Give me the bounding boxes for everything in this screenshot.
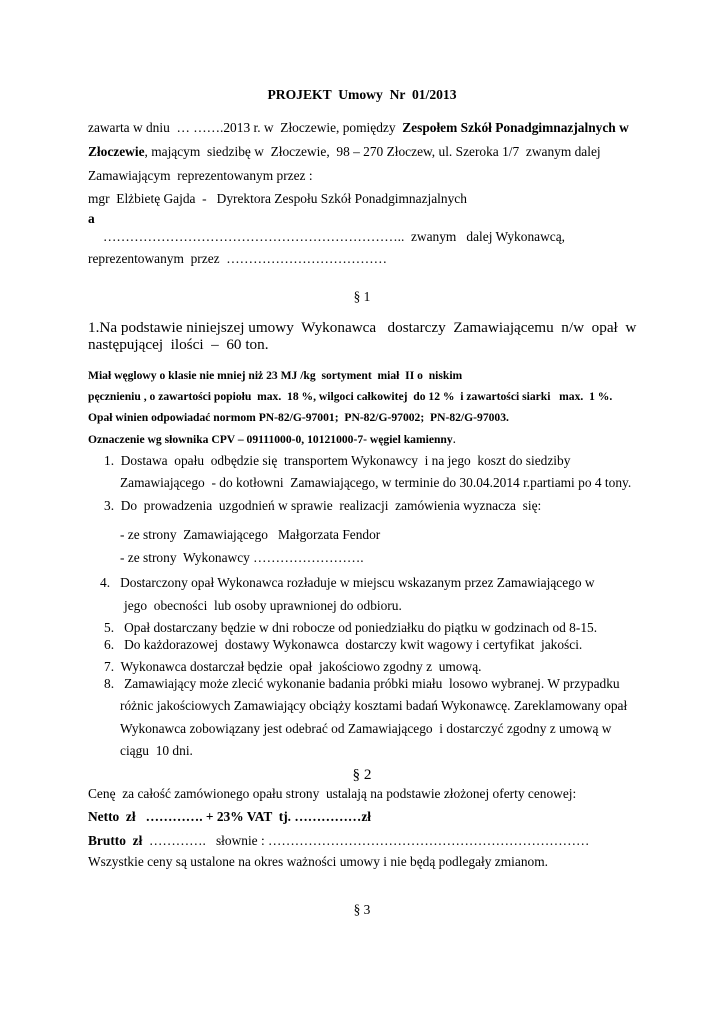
netto-line: Netto zł …………. + 23% VAT tj. ……………zł [88, 809, 371, 824]
brutto-label: Brutto zł [88, 833, 143, 848]
section-3-header: § 3 [353, 902, 371, 917]
cpv-period: . [452, 431, 457, 446]
item-8-line-4: ciągu 10 dni. [120, 743, 193, 758]
intro-line-1 [88, 120, 629, 136]
item-6: 6. Do każdorazowej dostawy Wykonawca dostarczy kwit wagowy i certyfikat jakości. [104, 637, 583, 652]
brutto-value: …………. słownie : ……………………………………………………………… [142, 833, 590, 848]
town-name: Złoczewie [88, 144, 145, 159]
s1-paragraph-line-2: następującej ilości – 60 ton. [88, 336, 269, 353]
item-3: 3. Do prowadzenia uzgodnień w sprawie realizacji zamówienia wyznacza się: [104, 498, 542, 513]
item-3-contact-b: - ze strony Wykonawcy ……………………. [120, 550, 364, 565]
intro-line-7: reprezentowanym przez ……………………………… [88, 251, 387, 266]
spec-line-4 [88, 431, 456, 448]
item-5: 5. Opał dostarczany będzie w dni robocze od poniedziałku do piątku w godzinach od 8-15. [104, 620, 598, 635]
spec-line-3: Opał winien odpowiadać normom PN-82/G-97001; PN-82/G-97002; PN-82/G-97003. [88, 411, 509, 424]
item-4-line-1: 4. Dostarczony opał Wykonawca rozładuje w miejscu wskazanym przez Zamawiającego w [100, 575, 595, 590]
item-8-line-2: różnic jakościowych Zamawiający obciąży kosztami badań Wykonawcę. Zareklamowany opał [120, 698, 628, 713]
document-title: PROJEKT Umowy Nr 01/2013 [267, 87, 457, 102]
item-7: 7. Wykonawca dostarczał będzie opał jakościowo zgodny z umową. [104, 659, 482, 674]
intro-line-3: Zamawiającym reprezentowanym przez : [88, 168, 313, 183]
item-8-line-1: 8. Zamawiający może zlecić wykonanie badania próbki miału losowo wybranej. W przypadku [104, 676, 620, 691]
s2-line-1: Cenę za całość zamówionego opału strony ustalają na podstawie złożonej oferty cenowej: [88, 786, 577, 801]
item-1-line-2: Zamawiającego - do kotłowni Zamawiającego, w terminie do 30.04.2014 r.partiami po 4 tony. [120, 475, 632, 490]
spec-line-1: Miał węglowy o klasie nie mniej niż 23 MJ /kg sortyment miał II o niskim [88, 369, 463, 382]
item-1-line-1: 1. Dostawa opału odbędzie się transportem Wykonawcy i na jego koszt do siedziby [104, 453, 571, 468]
item-4-line-2: jego obecności lub osoby uprawnionej do odbioru. [124, 598, 402, 613]
item-8-line-3: Wykonawca zobowiązany jest odebrać od Zamawiającego i dostarczyć zgodny z umową w [120, 721, 612, 736]
school-name: Zespołem Szkół Ponadgimnazjalnych w [402, 120, 629, 135]
s1-paragraph-line-1: 1.Na podstawie niniejszej umowy Wykonawca dostarczy Zamawiającemu n/w opał w [88, 319, 637, 336]
intro-text: zawarta w dniu … …….2013 r. w Złoczewie, pomiędzy [88, 120, 403, 135]
s2-line-4: Wszystkie ceny są ustalone na okres ważności umowy i nie będą podlegały zmianom. [88, 854, 548, 869]
spec-line-2: pęcznieniu , o zawartości popiołu max. 18 %, wilgoci całkowitej do 12 % i zawartości siarki max. 1 %. [88, 390, 613, 403]
cpv-code: Oznaczenie wg słownika CPV – 09111000-0, 10121000-7- węgiel kamienny [88, 433, 453, 446]
section-2-header: § 2 [352, 766, 372, 783]
item-3-contact-a: - ze strony Zamawiającego Małgorzata Fendor [120, 527, 381, 542]
brutto-line [88, 833, 589, 849]
intro-text: , mającym siedzibę w Złoczewie, 98 – 270 Złoczew, ul. Szeroka 1/7 zwanym dalej [144, 144, 601, 159]
intro-line-6: ………………………………………………………….. zwanym dalej Wykonawcą, [103, 229, 565, 244]
intro-line-4: mgr Elżbietę Gajda - Dyrektora Zespołu Szkół Ponadgimnazjalnych [88, 191, 467, 206]
intro-line-2 [88, 144, 601, 160]
section-1-header: § 1 [353, 289, 371, 304]
intro-line-5: a [88, 211, 95, 226]
